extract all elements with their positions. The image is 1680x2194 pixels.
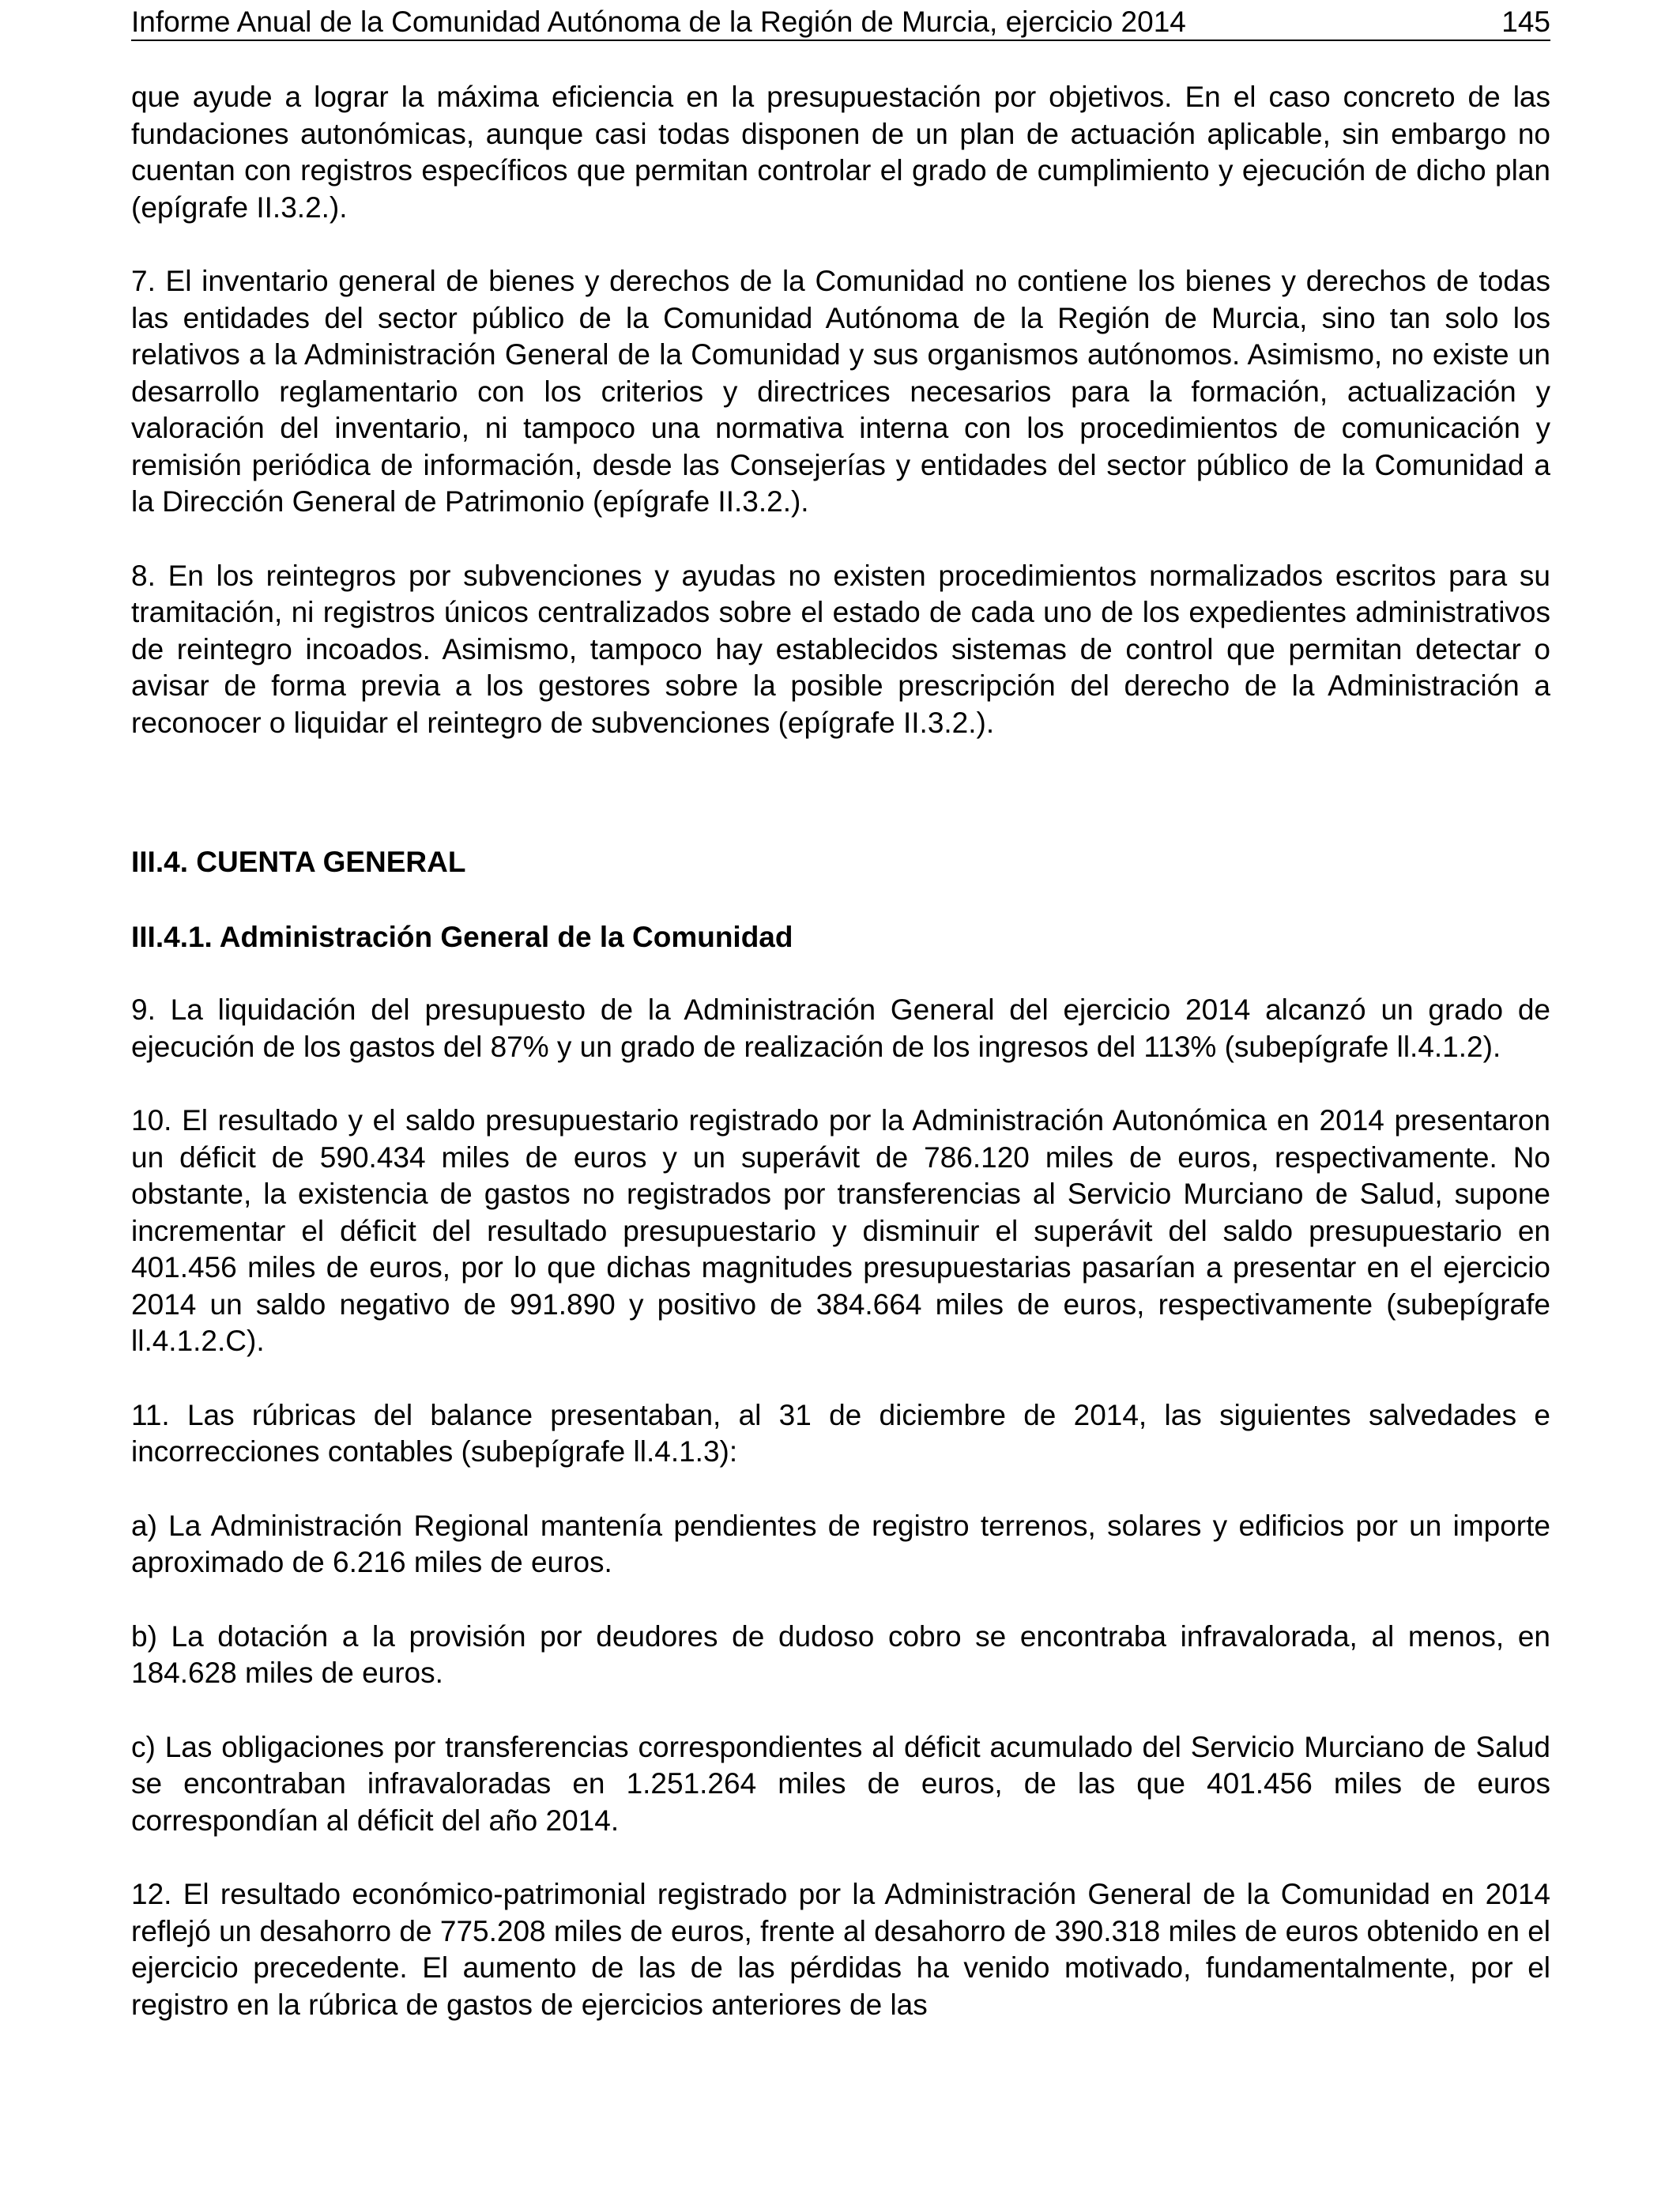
paragraph-11c: c) Las obligaciones por transferencias correspondientes al déficit acumulado del Servicio Murciano de Salud se encontraban infravaloradas en 1.251.264 miles de euros, de las que 401.456 miles de euros correspondían al déficit del año 2014.	[131, 1730, 1550, 1837]
paragraph-8: 8. En los reintegros por subvenciones y ayudas no existen procedimientos normalizados escritos para su tramitación, ni registros únicos centralizados sobre el estado de cada uno de los expedientes administrativos de reintegro incoados. Asimismo, tampoco hay establecidos sistemas de control que permitan detectar o avisar de forma previa a los gestores sobre la posible prescripción del derecho de la Administración a reconocer o liquidar el reintegro de subvenciones (epígrafe II.3.2.).	[131, 559, 1550, 739]
paragraph-12: 12. El resultado económico-patrimonial registrado por la Administración General de la Comunidad en 2014 reflejó un desahorro de 775.208 miles de euros, frente al desahorro de 390.318 miles de euros obtenido en el ejercicio precedente. El aumento de las de las pérdidas ha venido motivado, fundamentalmente, por el registro en la rúbrica de gastos de ejercicios anteriores de las	[131, 1878, 1550, 2021]
document-page	[131, 0, 1550, 2194]
paragraph-10: 10. El resultado y el saldo presupuestario registrado por la Administración Autonómica en 2014 presentaron un déficit de 590.434 miles de euros y un superávit de 786.120 miles de euros, respectivamente. No obstante, la existencia de gastos no registrados por transferencias al Servicio Murciano de Salud, supone incrementar el déficit del resultado presupuestario y disminuir el superávit del saldo presupuestario en 401.456 miles de euros, por lo que dichas magnitudes presupuestarias pasarían a presentar en el ejercicio 2014 un saldo negativo de 991.890 y positivo de 384.664 miles de euros, respectivamente (subepígrafe ll.4.1.2.C).	[131, 1104, 1550, 1357]
paragraph-11b: b) La dotación a la provisión por deudores de dudoso cobro se encontraba infravalorada, al menos, en 184.628 miles de euros.	[131, 1619, 1550, 1689]
document-body	[131, 79, 1550, 2023]
paragraph-intro: que ayude a lograr la máxima eficiencia en la presupuestación por objetivos. En el caso concreto de las fundaciones autonómicas, aunque casi todas disponen de un plan de actuación aplicable, sin embargo no cuentan con registros específicos que permitan controlar el grado de cumplimiento y ejecución de dicho plan (epígrafe II.3.2.).	[131, 81, 1550, 224]
header-title: Informe Anual de la Comunidad Autónoma de la Región de Murcia, ejercicio 2014	[131, 6, 1186, 38]
page-number: 145	[1501, 6, 1550, 38]
paragraph-11: 11. Las rúbricas del balance presentaban, al 31 de diciembre de 2014, las siguientes salvedades e incorrecciones contables (subepígrafe ll.4.1.3):	[131, 1398, 1550, 1468]
paragraph-11a: a) La Administración Regional mantenía pendientes de registro terrenos, solares y edificios por un importe aproximado de 6.216 miles de euros.	[131, 1509, 1550, 1578]
paragraph-9: 9. La liquidación del presupuesto de la Administración General del ejercicio 2014 alcanzó un grado de ejecución de los gastos del 87% y un grado de realización de los ingresos del 113% (subepígrafe ll.4.1.2).	[131, 993, 1550, 1063]
running-header	[131, 5, 1550, 41]
paragraph-7: 7. El inventario general de bienes y derechos de la Comunidad no contiene los bienes y derechos de todas las entidades del sector público de la Comunidad Autónoma de la Región de Murcia, sino tan solo los relativos a la Administración General de la Comunidad y sus organismos autónomos. Asimismo, no existe un desarrollo reglamentario con los criterios y directrices necesarios para la formación, actualización y valoración del inventario, ni tampoco una normativa interna con los procedimientos de comunicación y remisión periódica de información, desde las Consejerías y entidades del sector público de la Comunidad a la Dirección General de Patrimonio (epígrafe II.3.2.).	[131, 265, 1550, 518]
subsection-heading: III.4.1. Administración General de la Comunidad	[131, 921, 793, 953]
section-heading: III.4. CUENTA GENERAL	[131, 846, 466, 878]
